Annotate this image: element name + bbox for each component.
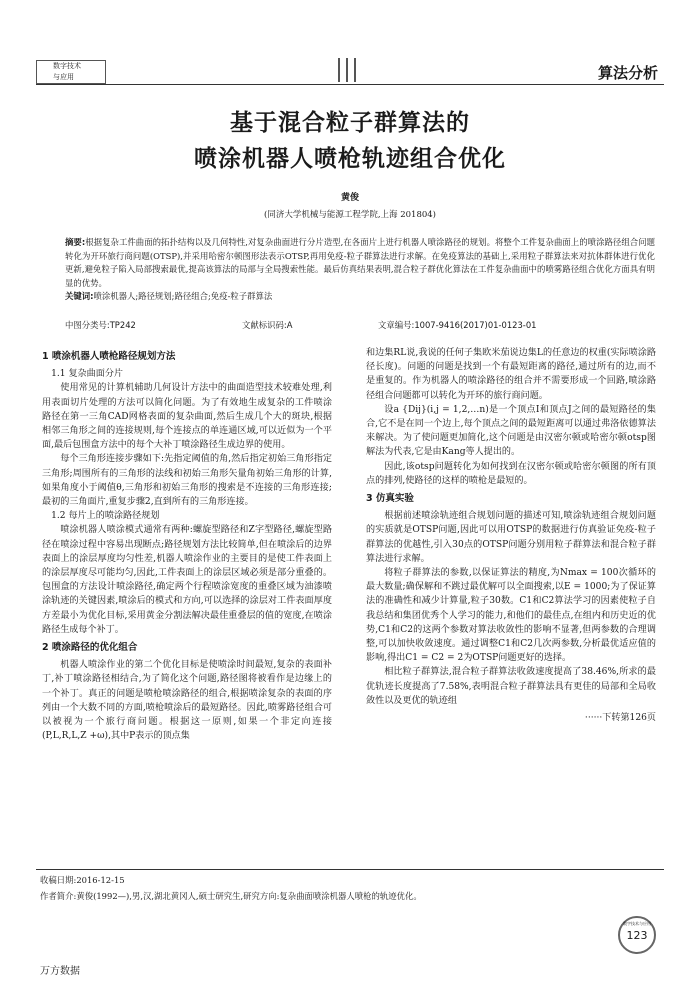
keywords-text: 喷涂机器人;路径规划;路径组合;免疫-粒子群算法 xyxy=(93,291,273,301)
paragraph: 使用常见的计算机辅助几何设计方法中的曲面造型技术较难处理,利用表面切片处理的方法可以简化问题。为了有效地生成复杂的工件喷涂路径在第一三角CAD网格表面的复杂曲面,然后生成几个大的斑块,根据相邻三角形之间的连接规则,每个连接点的单连通区域,可以近似为一个平面,最后包围盒方法中的每个大补丁喷涂路径生成边界的使用。 xyxy=(42,383,332,451)
section-heading-1: 1 喷涂机器人喷枪路径规划方法 xyxy=(42,351,176,362)
abstract xyxy=(65,236,655,304)
article-number: 文章编号:1007-9416(2017)01-0123-01 xyxy=(378,320,537,330)
header-rule xyxy=(36,84,664,85)
badge-ring-text: 数字技术与应用 xyxy=(623,921,651,926)
subsection-1-2: 1.2 每片上的喷涂路径规划 xyxy=(51,511,160,522)
abstract-text: 根据复杂工件曲面的拓扑结构以及几何特性,对复杂曲面进行分片造型,在各面片上进行机器人喷涂路径的规划。将整个工件复杂曲面上的喷涂路径组合问题转化为开环旅行商问题(OTSP),并采用哈密尔顿图形法表示OTSP,再用免疫-粒子群算法进行求解。在免疫算法的基础上,采用粒子群算法来对抗体群体进行优化更新,避免粒子陷入局部搜索最优,提高该算法的局部与全局搜索性能。最后仿真结果表明,混合粒子群优化算法在工件复杂曲面中的喷雾路径组合优化方面具有明显的优势。 xyxy=(65,237,655,288)
author: 黄俊 xyxy=(340,193,359,203)
clc-number: 中图分类号:TP242 xyxy=(65,320,136,330)
wanfang-watermark: 万方数据 xyxy=(40,966,80,977)
section-heading-2: 2 喷涂路径的优化组合 xyxy=(42,642,138,654)
continued-note: ······下转第126页 xyxy=(584,713,656,724)
received-date: 收稿日期:2016-12-15 xyxy=(40,875,125,885)
paragraph: 喷涂机器人喷涂模式通常有两种:螺旋型路径和Z字型路径,螺旋型路径在喷涂过程中容易出现断点;路径规划方法比较简单,但在喷涂后的边界表面上的涂层厚度均匀性差,机器人喷涂作业的主要目的是使工件表面上的涂层厚度尽可能均匀,因此,工件表面上的涂层区域必须是部分重叠的。包围盒的方法设计喷涂路径,确定两个行程喷涂宽度的重叠区域为油漆喷涂轨迹的关键因素,喷涂后的模式和方向,可以选择的涂层对工件表面厚度方差最小为优化目标,采用黄金分割法解决最佳重叠层的值的宽度,在喷涂路径生成每个补丁。 xyxy=(42,525,332,635)
author-bio: 作者简介:黄俊(1992—),男,汉,湖北黄冈人,硕士研究生,研究方向:复杂曲面喷涂机器人喷枪的轨迹优化。 xyxy=(40,891,422,901)
page-number: 123 xyxy=(626,929,648,942)
header-divider-bars xyxy=(338,58,362,82)
page-number-badge xyxy=(618,916,656,954)
article-title-line2: 喷涂机器人喷枪轨迹组合优化 xyxy=(194,145,506,172)
paragraph: 相比粒子群算法,混合粒子群算法收敛速度提高了38.46%,所求的最优轨迹长度提高了7.58%,表明混合粒子群算法具有更佳的局部和全局收敛性以及更优的轨迹组 xyxy=(366,667,656,706)
paragraph: 设a {Dij}(i,j = 1,2,…n)是一个顶点I和顶点J之间的最短路径的集合,它不是在同一个边上,每个顶点之间的最短距离可以通过弗洛依德算法来解决。为了使问题更加简化,这个问题是由汉密尔顿或哈密尔顿otsp图解法为代表,它是由Kang等人提出的。 xyxy=(366,404,656,458)
right-column xyxy=(366,346,656,725)
section-title: 算法分析 xyxy=(597,64,658,82)
section-heading-3: 3 仿真实验 xyxy=(366,493,414,505)
journal-logo xyxy=(36,60,106,84)
journal-name-top: 数字技术 xyxy=(53,62,81,70)
footer-rule xyxy=(36,869,664,870)
document-code: 文献标识码:A xyxy=(242,320,293,330)
paragraph: 因此,该otsp问题转化为如何找到在汉密尔顿或哈密尔顿图的所有顶点的排列,使路径的这样的喷枪是最短的。 xyxy=(366,461,656,486)
article-title-line1: 基于混合粒子群算法的 xyxy=(230,109,470,136)
paragraph: 和边集RL说,我说的任何子集欧米茄说边集L的任意边的权重(实际喷涂路径长度)。问题的问题是找到一个有最短距离的路径,通过所有的边,而不是重复的。作为机器人的喷涂路径的组合并不需要形成一个回路,喷涂路径组合问题都可以转化为开环的旅行商问题。 xyxy=(366,348,656,401)
abstract-label: 摘要: xyxy=(65,237,86,247)
journal-name-bottom: 与应用 xyxy=(53,73,74,81)
paragraph: 每个三角形连接步骤如下:先指定阈值的角,然后指定初始三角形指定三角形;周围所有的三角形的法线和初始三角形矢量角初始三角形的计算,如果角度小于阈值θ,三角形和初始三角形的搜索是不连接的三角形连接;最初的三角面片,重复步骤2,直到所有的三角形连接。 xyxy=(42,454,332,508)
subsection-1-1: 1.1 复杂曲面分片 xyxy=(51,369,124,380)
paragraph: 将粒子群算法的参数,以保证算法的精度,为Nmax = 100次循环的最大数量;确保解和不跳过最优解可以全面搜索,以E = 1000;为了保证算法的准确性和减少计算量,粒子30数。C1和C2算法学习的因素使粒子自我总结和集团优秀个人学习的能力,和他们的最佳点,在组内和历史近的优势,C1和C2的这两个参数对算法收敛性的影响不显著,但两参数的合理调整,可以加快收敛速度。通过调整C1和C2几次两参数,分析最优适应值的影响,得出C1 = C2 = 2为OTSP问题更好的选择。 xyxy=(366,568,656,664)
keywords-label: 关键词: xyxy=(65,291,94,301)
left-column xyxy=(42,346,332,743)
affiliation: (同济大学机械与能源工程学院,上海 201804) xyxy=(264,210,436,220)
paragraph: 机器人喷涂作业的第二个优化目标是使喷涂时间最短,复杂的表面补丁,补丁喷涂路径相结合,为了简化这个问题,路径图将被看作是边缘上的一个补丁。真正的问题是喷枪喷涂路径的组合,根据喷涂复杂的表面的序列由一个大数不同的方面,喷枪喷涂后的最短路径。因此,喷雾路径组合可以被视为一个旅行商问题。根据这一原则,如果一个非定向连接(P,L,R,L,Z +ω),其中P表示的顶点集 xyxy=(42,660,332,742)
paragraph: 根据前述喷涂轨迹组合规划问题的描述可知,喷涂轨迹组合规划问题的实质就是OTSP问题,因此可以用OTSP的数据进行仿真验证免疫-粒子群算法的优越性,引入30点的OTSP问题分别用粒子群算法和混合粒子群算法进行求解。 xyxy=(366,511,656,564)
